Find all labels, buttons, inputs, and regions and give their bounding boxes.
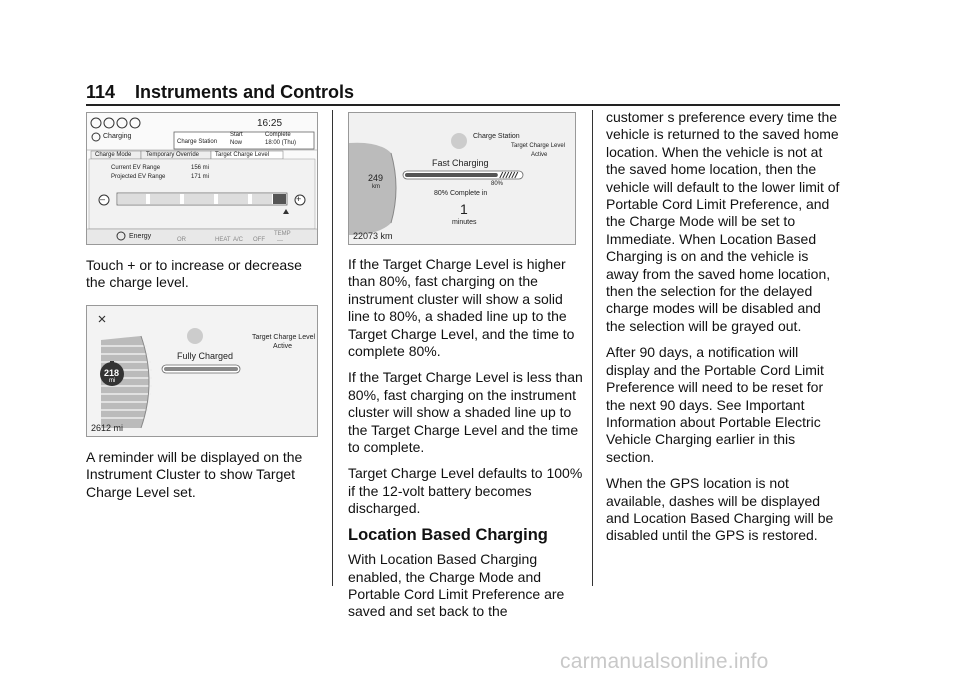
page-header: [86, 82, 354, 103]
paragraph-6: With Location Based Charging enabled, the Charge Mode and Portable Cord Limit Preference are saved and set back to the: [348, 551, 565, 620]
target-charge-level-label: Target Charge Level: [252, 334, 316, 341]
clock: 16:25: [257, 118, 283, 129]
charging-label: Charging: [103, 133, 132, 140]
fast-charging-percent: 80%: [491, 181, 504, 187]
header-rule: [86, 104, 840, 106]
column-divider-1: [332, 110, 333, 586]
range-unit: mi: [109, 378, 116, 384]
start-label: Start: [230, 132, 243, 138]
bottom-label-ac: A/C: [233, 237, 244, 243]
paragraph-2: A reminder will be displayed on the Instrument Cluster to show Target Charge Level set.: [86, 449, 303, 500]
bottom-label-temp: TEMP: [274, 231, 291, 237]
tab-target-charge-level[interactable]: Target Charge Level: [215, 152, 270, 158]
start-value: Now: [230, 140, 243, 146]
target-charge-level-state: Active: [273, 343, 293, 350]
bottom-label-heat: HEAT: [215, 237, 231, 243]
paragraph-5: Target Charge Level defaults to 100% if the 12-volt battery becomes discharged.: [348, 465, 583, 517]
minutes-value: 1: [460, 201, 468, 217]
cluster-fully-charged-graphic: [87, 306, 317, 436]
odometer: 2612 mi: [91, 423, 124, 433]
complete-value: 18:00 (Thu): [265, 140, 297, 146]
bottom-label-or: OR: [177, 237, 186, 243]
page-number: 114: [86, 82, 116, 102]
column-1: [86, 257, 321, 301]
charge-station-label: Charge Station: [177, 139, 218, 145]
current-range-value: 156 mi: [191, 165, 210, 171]
target-charge-level-state: Active: [531, 152, 548, 158]
watermark: carmanualsonline.info: [560, 650, 769, 673]
fully-charged-title: Fully Charged: [177, 351, 234, 361]
temp-value: ---: [277, 238, 283, 244]
cluster-fully-charged-figure: [86, 305, 318, 437]
range-value: 218: [104, 368, 120, 378]
minus-label[interactable]: –: [100, 194, 106, 204]
target-charge-level-label: Target Charge Level: [511, 143, 566, 149]
range-value: 249: [368, 173, 384, 183]
section-heading: Location Based Charging: [348, 525, 548, 544]
odometer: 22073 km: [353, 231, 393, 241]
tab-temporary-override[interactable]: Temporary Override: [146, 152, 200, 158]
cluster-fast-charging-figure: [348, 112, 576, 245]
paragraph-9: When the GPS location is not available, dashes will be displayed and Location Based Charging will be disabled until the GPS is restored.: [606, 475, 834, 544]
fast-charging-title: Fast Charging: [432, 158, 489, 168]
paragraph-3: If the Target Charge Level is higher than 80%, fast charging on the instrument cluster will show a solid line to 80%, a shaded line up to the Target Charge Level, and the time to complete 80%.: [348, 256, 575, 360]
fast-charging-fill: [405, 173, 498, 177]
charge-plug-faded-icon: [187, 328, 203, 344]
plus-label[interactable]: +: [296, 194, 302, 204]
charge-screen-figure: [86, 112, 318, 245]
section-title: Instruments and Controls: [135, 82, 355, 102]
charge-station-label: Charge Station: [473, 133, 520, 140]
column-divider-2: [592, 110, 593, 586]
complete-label: Complete: [265, 132, 291, 138]
current-range-label: Current EV Range: [111, 165, 161, 171]
energy-label[interactable]: Energy: [129, 233, 152, 240]
bottom-label-off: OFF: [253, 237, 265, 243]
column-3: [606, 109, 842, 554]
column-1-lower: [86, 449, 321, 510]
projected-range-value: 171 mi: [191, 174, 210, 180]
tab-charge-mode[interactable]: Charge Mode: [95, 152, 132, 158]
paragraph-4: If the Target Charge Level is less than 80%, fast charging on the instrument cluster will show a shaded line up to the Target Charge Level and the time to complete.: [348, 369, 583, 456]
projected-range-label: Projected EV Range: [111, 174, 166, 180]
paragraph-1: Touch + or to increase or decrease the charge level.: [86, 257, 302, 291]
column-2: [348, 256, 584, 630]
paragraph-8: After 90 days, a notification will display and the Portable Cord Limit Preference will need to be reset for the next 90 days. See Important Information about Portable Electric Vehicle Charging earlier in this section.: [606, 344, 824, 465]
range-unit: km: [372, 184, 380, 190]
paragraph-7: customer s preference every time the vehicle is returned to the saved home location. When the vehicle is not at the saved home location, then the vehicle will default to the lower limit of Portable Cord Limit Preference, and the Charge Mode will be set to Immediate. When Location Based Charging is on and the vehicle is away from the saved home location, then the selection for the delayed charge modes will be disabled and the selection will be grayed out.: [606, 109, 840, 334]
minutes-label: minutes: [452, 219, 477, 226]
charge-station-icon: [451, 133, 467, 149]
complete-in-label: 80% Complete in: [434, 190, 488, 197]
